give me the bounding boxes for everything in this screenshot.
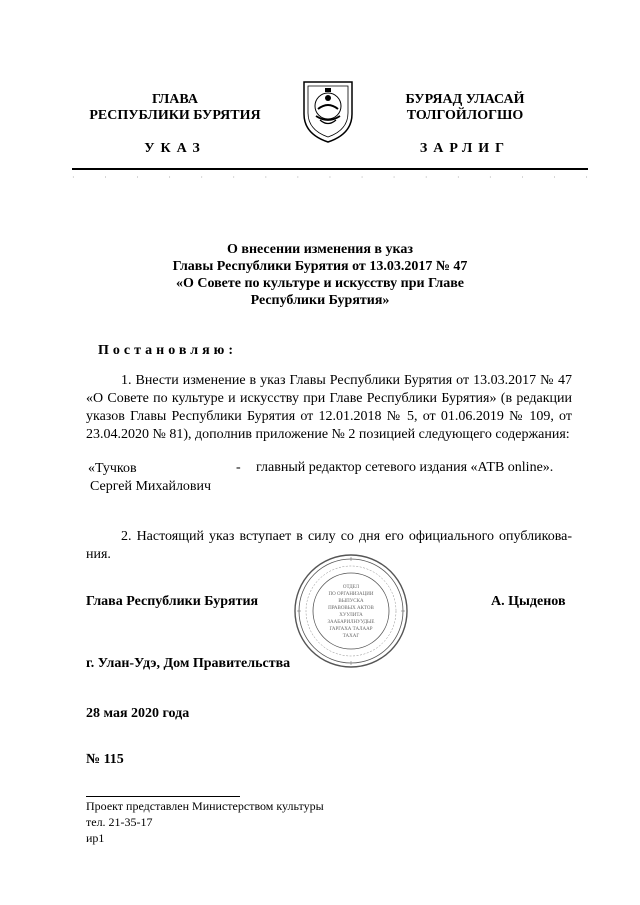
signatory-name: А. Цыденов [491,594,566,609]
paragraph-1-line-3: указов Главы Республики Бурятия от 12.01.2018 № 5, от 01.06.2019 № 109, от [86,409,572,424]
decree-number: № 115 [86,752,124,767]
entry-name-line-2: Сергей Михайлович [90,479,212,494]
entry-person-name [88,460,211,496]
header-left-line-1: ГЛАВА [152,92,198,107]
footnote-divider [86,796,240,797]
coat-of-arms-emblem [298,76,358,144]
paragraph-1 [86,372,572,444]
entry-name-line-1: «Тучков [88,461,137,476]
stamp-line-8: ТАХАГ [342,634,360,639]
signatory-title: Глава Республики Бурятия [86,594,259,609]
header-divider [72,168,588,170]
stamp-line-1: ОТДЕЛ [342,585,360,590]
header-right-line-2: ТОЛГОЙЛОГШО [406,108,524,123]
footnote-line-3: ир1 [86,831,105,845]
place-of-signing: г. Улан-Удэ, Дом Правительства [86,656,291,671]
header-dotted-line: · · · · · · · · · · · · · · · · · [72,173,588,182]
paragraph-1-line-1: 1. Внести изменение в указ Главы Республики Бурятия от 13.03.2017 № 47 [121,373,572,388]
paragraph-1-line-4: 23.04.2020 № 81), дополнив приложение № 2 позицией следующего содержания: [86,427,570,442]
decree-word: Постановляю: [98,343,238,358]
footnote [86,798,324,846]
stamp-line-6: ЗААБАРИЛНУУДЫЕ [327,620,375,625]
stamp-line-5: ХУУЛИТА [339,613,363,618]
stamp-line-7: ГАРГАХА ТАЛААР [329,627,373,632]
header-right [350,92,580,124]
entry-position: главный редактор сетевого издания «АТВ online». [256,460,554,475]
official-stamp [292,552,410,670]
footnote-line-1: Проект представлен Министерством культуры [86,799,324,813]
title-line-2: Главы Республики Бурятия от 13.03.2017 № 47 [172,259,468,274]
stamp-line-4: ПРАВОВЫХ АКТОВ [328,606,374,611]
paragraph-1-line-2: «О Совете по культуре и искусству при Главе Республики Бурятия» (в редакции [86,391,572,406]
header-left-line-2: РЕСПУБЛИКИ БУРЯТИЯ [89,108,261,123]
header-left [60,92,290,124]
footnote-line-2: тел. 21-35-17 [86,815,153,829]
title-line-1: О внесении изменения в указ [227,242,413,257]
entry-dash: - [236,460,241,475]
title-line-4: Республики Бурятия» [250,293,390,308]
paragraph-2-line-1: 2. Настоящий указ вступает в силу со дня его официального опубликова- [121,529,572,544]
stamp-line-3: ВЫПУСКА [338,599,364,604]
header-right-line-1: БУРЯАД УЛАСАЙ [405,92,525,107]
decree-date: 28 мая 2020 года [86,706,190,721]
doc-type-right: ЗАРЛИГ [419,141,511,156]
title-line-3: «О Совете по культуре и искусству при Главе [175,276,465,291]
document-title [120,241,520,309]
stamp-line-2: ПО ОРГАНИЗАЦИИ [328,592,374,597]
doc-type-left: УКАЗ [144,141,206,156]
paragraph-2-line-2: ния. [86,547,111,562]
